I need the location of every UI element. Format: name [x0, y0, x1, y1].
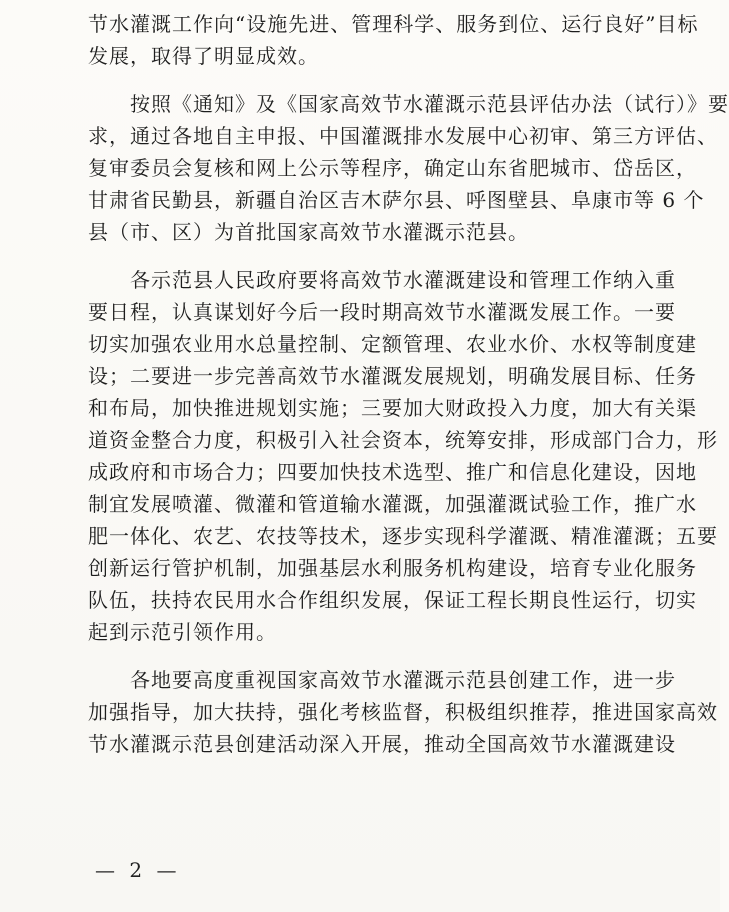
text-line: 各示范县人民政府要将高效节水灌溉建设和管理工作纳入重 — [130, 268, 676, 292]
document-body — [88, 8, 729, 760]
text-line: 按照《通知》及《国家高效节水灌溉示范县评估办法（试行）》要 — [130, 92, 729, 116]
text-line: 甘肃省民勤县，新疆自治区吉木萨尔县、呼图壁县、阜康市等 6 个 — [88, 188, 705, 212]
text-line: 制宜发展喷灌、微灌和管道输水灌溉，加强灌溉试验工作，推广水 — [88, 492, 697, 516]
page-number: — 2 — — [95, 858, 181, 882]
text-line: 要日程，认真谋划好今后一段时期高效节水灌溉发展工作。一要 — [88, 300, 676, 324]
text-line: 节水灌溉示范县创建活动深入开展，推动全国高效节水灌溉建设 — [88, 732, 676, 756]
text-line: 节水灌溉工作向“设施先进、管理科学、服务到位、运行良好”目标 — [88, 12, 699, 36]
text-line: 各地要高度重视国家高效节水灌溉示范县创建工作，进一步 — [130, 668, 676, 692]
text-line: 成政府和市场合力；四要加快技术选型、推广和信息化建设，因地 — [88, 460, 697, 484]
text-line: 加强指导，加大扶持，强化考核监督，积极组织推荐，推进国家高效 — [88, 700, 718, 724]
text-line: 道资金整合力度，积极引入社会资本，统筹安排，形成部门合力，形 — [88, 428, 718, 452]
text-line: 复审委员会复核和网上公示等程序，确定山东省肥城市、岱岳区， — [88, 156, 697, 180]
text-line: 县（市、区）为首批国家高效节水灌溉示范县。 — [88, 220, 529, 244]
text-line: 求，通过各地自主申报、中国灌溉排水发展中心初审、第三方评估、 — [88, 124, 718, 148]
text-line: 和布局，加快推进规划实施；三要加大财政投入力度，加大有关渠 — [88, 396, 697, 420]
text-line: 肥一体化、农艺、农技等技术，逐步实现科学灌溉、精准灌溉；五要 — [88, 524, 718, 548]
text-line: 设；二要进一步完善高效节水灌溉发展规划，明确发展目标、任务 — [88, 364, 697, 388]
text-line: 切实加强农业用水总量控制、定额管理、农业水价、水权等制度建 — [88, 332, 697, 356]
text-line: 队伍，扶持农民用水合作组织发展，保证工程长期良性运行，切实 — [88, 588, 697, 612]
text-line: 起到示范引领作用。 — [88, 620, 277, 644]
text-line: 创新运行管护机制，加强基层水利服务机构建设，培育专业化服务 — [88, 556, 697, 580]
text-line: 发展，取得了明显成效。 — [88, 44, 319, 68]
